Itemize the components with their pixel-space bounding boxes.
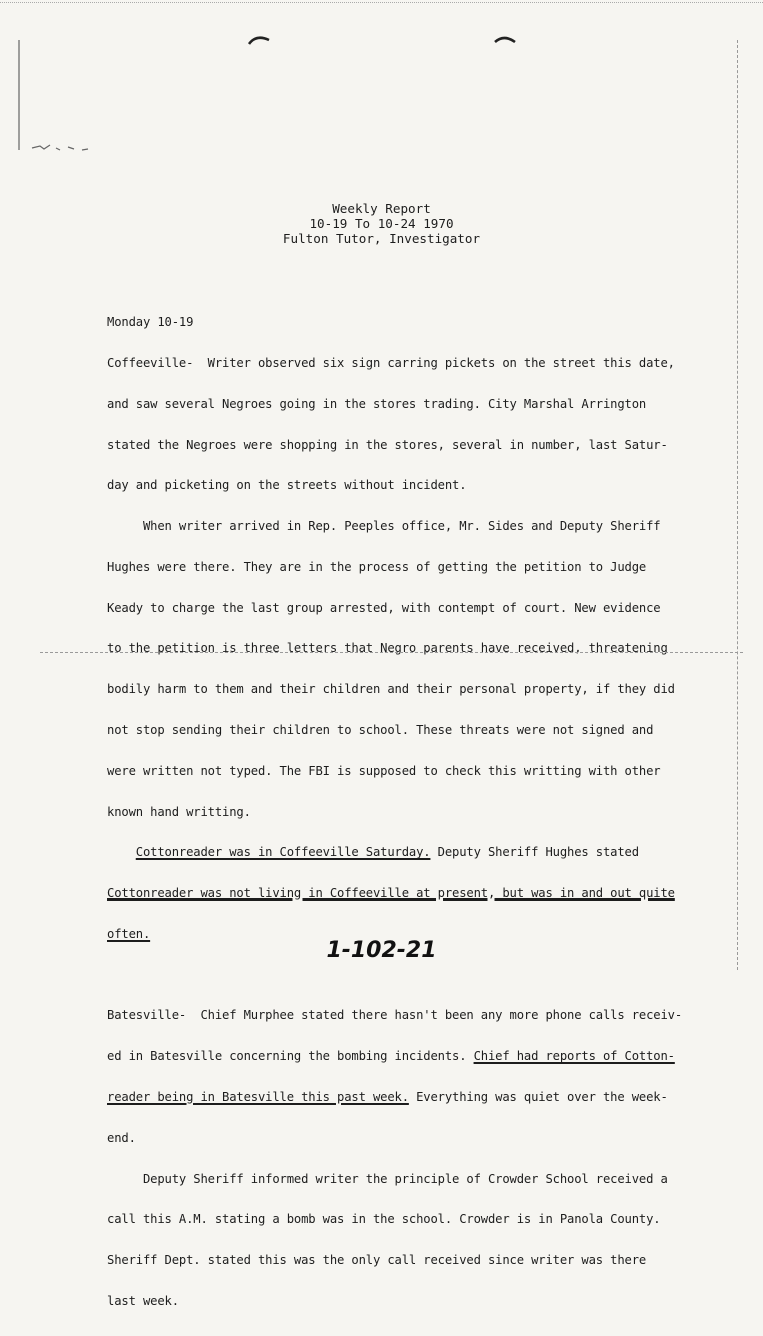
left-edge-mark bbox=[18, 40, 20, 150]
staple-mark-left bbox=[248, 34, 270, 46]
deputy-line: Deputy Sheriff informed writer the principle of Crowder School received a bbox=[107, 1171, 668, 1186]
body-line: known hand writting. bbox=[107, 804, 251, 819]
underlined-phrase: often. bbox=[107, 926, 151, 941]
underlined-phrase: reader being in Batesville this past week. bbox=[107, 1090, 409, 1105]
body-line: not stop sending their children to school. These threats were not signed and bbox=[107, 723, 654, 737]
day-heading: Monday 10-19 bbox=[107, 315, 194, 330]
deputy-line: call this A.M. stating a bomb was in the school. Crowder is in Panola County. bbox=[107, 1212, 661, 1227]
top-edge-dots bbox=[0, 2, 763, 3]
bates-line-3: reader being in Batesville this past week. Everything was quiet over the week- bbox=[107, 1090, 668, 1105]
body-line: Coffeeville- Writer observed six sign carring pickets on the street this date, bbox=[107, 355, 675, 370]
body-line: Keady to charge the last group arrested, with contempt of court. New evidence bbox=[107, 600, 661, 615]
report-author: Fulton Tutor, Investigator bbox=[282, 231, 481, 246]
report-dates: 10-19 To 10-24 1970 bbox=[309, 216, 454, 231]
cotton-line-2 bbox=[107, 886, 675, 901]
body-line: to the petition is three letters that Negro parents have received, threatening bbox=[107, 641, 668, 656]
body-line: day and picketing on the streets without incident. bbox=[107, 478, 467, 493]
underlined-phrase: Cottonreader was not living in Coffeeville at present, but was in and out quite bbox=[107, 886, 675, 901]
fold-line bbox=[40, 652, 743, 653]
deputy-line: last week. bbox=[107, 1293, 179, 1308]
right-edge-mark bbox=[737, 40, 739, 970]
staple-mark-right bbox=[494, 34, 516, 46]
body-line: bodily harm to them and their children and their personal property, if they did bbox=[107, 682, 675, 697]
cotton-line-1: Cottonreader was in Coffeeville Saturday. Deputy Sheriff Hughes stated bbox=[135, 845, 639, 860]
margin-scribble bbox=[30, 140, 100, 156]
body-line: and saw several Negroes going in the stores trading. City Marshal Arrington bbox=[107, 396, 647, 411]
body-line: were written not typed. The FBI is supposed to check this writting with other bbox=[107, 763, 661, 778]
bates-line-4: end. bbox=[107, 1130, 136, 1145]
underlined-phrase: Chief had reports of Cotton- bbox=[473, 1049, 675, 1064]
underlined-phrase: Cottonreader was in Coffeeville Saturday. bbox=[135, 845, 431, 860]
report-body bbox=[107, 289, 682, 1336]
body-line: When writer arrived in Rep. Peeples office, Mr. Sides and Deputy Sheriff bbox=[107, 519, 661, 534]
handwritten-file-number: 1-102-21 bbox=[326, 938, 437, 963]
report-header bbox=[0, 201, 763, 246]
blank-line bbox=[107, 969, 672, 983]
report-title: Weekly Report bbox=[332, 201, 431, 216]
body-line: Hughes were there. They are in the process of getting the petition to Judge bbox=[107, 559, 647, 574]
body-line: stated the Negroes were shopping in the stores, several in number, last Satur- bbox=[107, 437, 668, 452]
bates-line-2: ed in Batesville concerning the bombing incidents. Chief had reports of Cotton- bbox=[107, 1049, 675, 1064]
bates-line-1: Batesville- Chief Murphee stated there hasn't been any more phone calls receiv- bbox=[107, 1008, 682, 1023]
deputy-line: Sheriff Dept. stated this was the only call received since writer was there bbox=[107, 1253, 647, 1268]
